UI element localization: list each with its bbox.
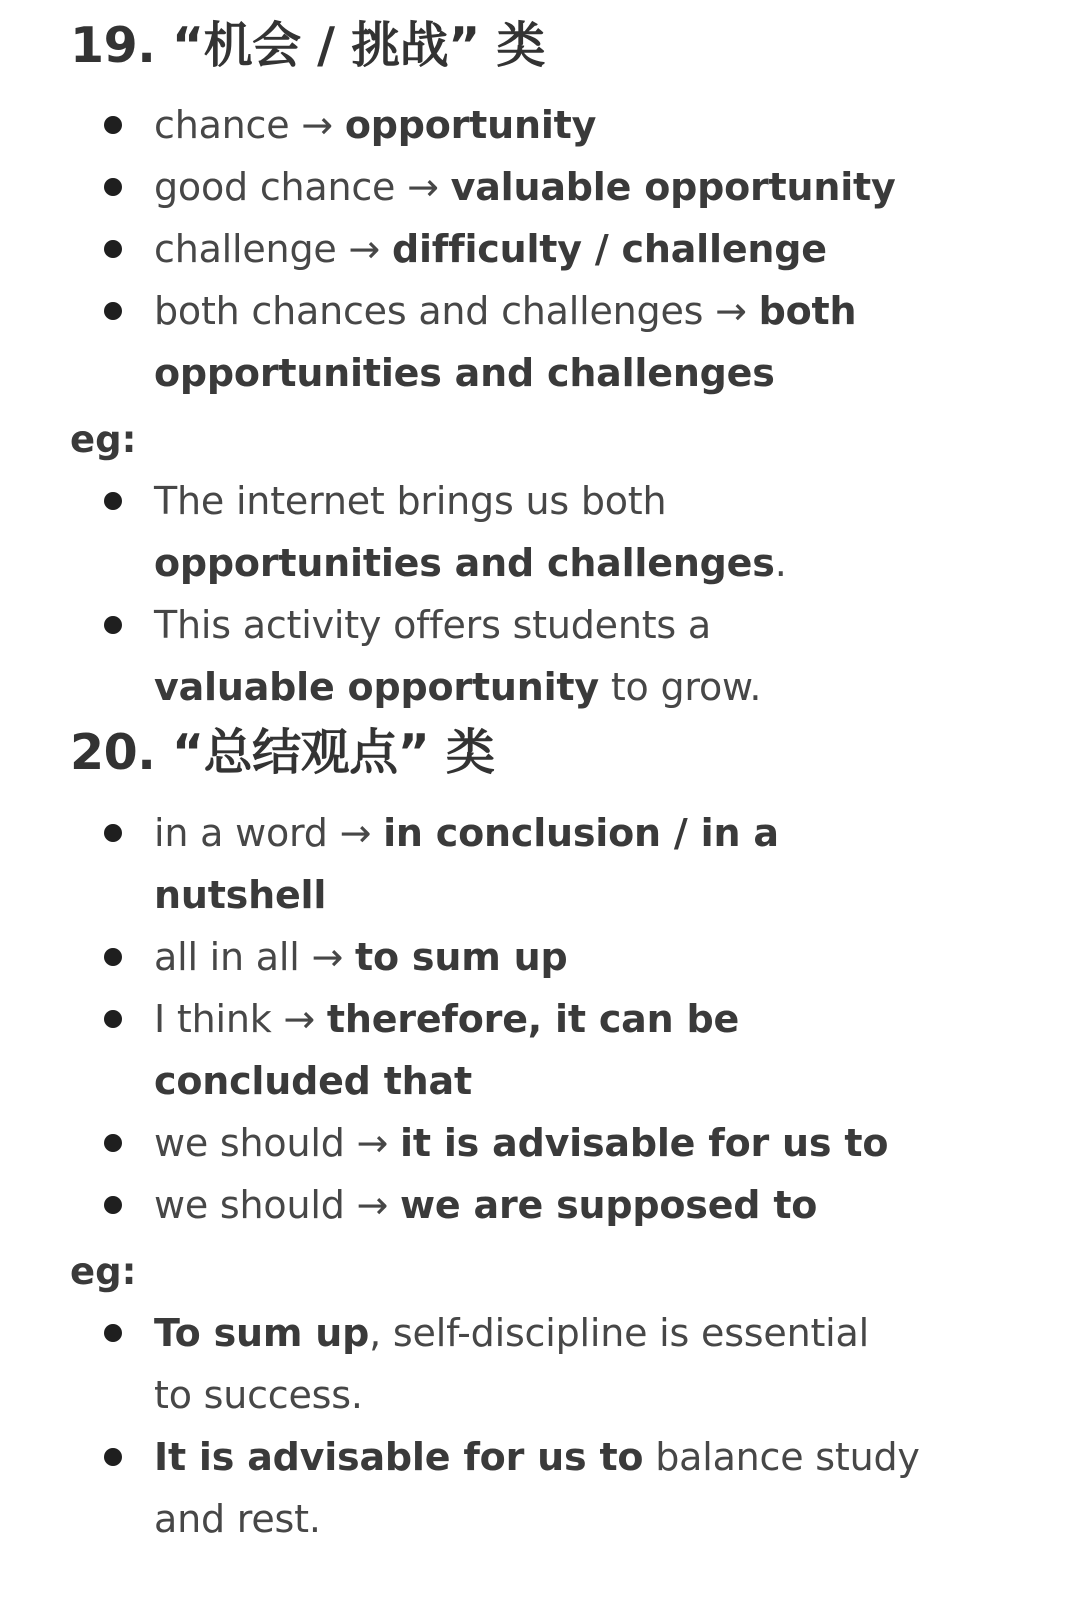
bullet-icon (104, 1196, 122, 1214)
item-bold-text: therefore, it can be (326, 997, 740, 1041)
example-line (154, 1310, 869, 1356)
item-plain-text: in a word → (154, 811, 384, 855)
example-line-continued (154, 540, 787, 586)
example-label: eg: (70, 1250, 137, 1293)
bullet-icon (104, 240, 122, 258)
item-bold-text: we are supposed to (400, 1183, 818, 1227)
bullet-icon (104, 178, 122, 196)
example-tail-text: . (774, 541, 787, 585)
example-bold-text: To sum up (154, 1311, 370, 1355)
item-plain-text: all in all → (154, 935, 356, 979)
example-line-continued: and rest. (154, 1497, 321, 1541)
example-line-continued (154, 664, 761, 710)
item-plain-text: chance → (154, 103, 345, 147)
item-bold-text: opportunity (344, 103, 597, 147)
example-line: This activity offers students a (154, 603, 711, 647)
section-19-title: 19. “机会 / 挑战” 类 (70, 17, 545, 74)
example-line: The internet brings us both (154, 479, 667, 523)
example-bold-text: opportunities and challenges (154, 541, 775, 585)
item-plain-text: challenge → (154, 227, 392, 271)
item-bold-text: opportunities and challenges (154, 351, 775, 395)
item-bold-text: it is advisable for us to (400, 1121, 889, 1165)
bullet-icon (104, 302, 122, 320)
item-line (154, 810, 779, 856)
item-bold-text: nutshell (154, 873, 327, 917)
bullet-icon (104, 948, 122, 966)
item-line (154, 996, 739, 1042)
item-line (154, 1120, 888, 1166)
example-label: eg: (70, 418, 137, 461)
bullet-icon (104, 824, 122, 842)
bullet-icon (104, 1448, 122, 1466)
item-line (154, 934, 567, 980)
item-bold-text: difficulty / challenge (391, 227, 827, 271)
bullet-icon (104, 1134, 122, 1152)
item-line-continued (154, 872, 326, 918)
item-line-continued (154, 1058, 472, 1104)
bullet-icon (104, 616, 122, 634)
item-bold-text: in conclusion / in a (383, 811, 779, 855)
example-line-continued: to success. (154, 1373, 363, 1417)
item-line (154, 226, 827, 272)
item-line (154, 164, 896, 210)
example-bold-text: It is advisable for us to (154, 1435, 644, 1479)
item-line (154, 1182, 817, 1228)
item-plain-text: I think → (154, 997, 327, 1041)
example-tail-text: to grow. (598, 665, 762, 709)
item-bold-text: both (758, 289, 857, 333)
item-plain-text: both chances and challenges → (154, 289, 759, 333)
item-line (154, 288, 856, 334)
item-bold-text: concluded that (154, 1059, 472, 1103)
section-20-title: 20. “总结观点” 类 (70, 724, 495, 781)
example-bold-text: valuable opportunity (154, 665, 599, 709)
bullet-icon (104, 116, 122, 134)
bullet-icon (104, 1010, 122, 1028)
bullet-icon (104, 1324, 122, 1342)
item-plain-text: good chance → (154, 165, 451, 209)
bullet-icon (104, 492, 122, 510)
item-plain-text: we should → (154, 1121, 401, 1165)
item-line-continued (154, 350, 775, 396)
item-bold-text: to sum up (355, 935, 568, 979)
example-plain-text: , self-discipline is essential (369, 1311, 869, 1355)
item-plain-text: we should → (154, 1183, 401, 1227)
example-plain-text: balance study (643, 1435, 920, 1479)
example-line (154, 1434, 920, 1480)
item-bold-text: valuable opportunity (450, 165, 896, 209)
item-line (154, 102, 596, 148)
